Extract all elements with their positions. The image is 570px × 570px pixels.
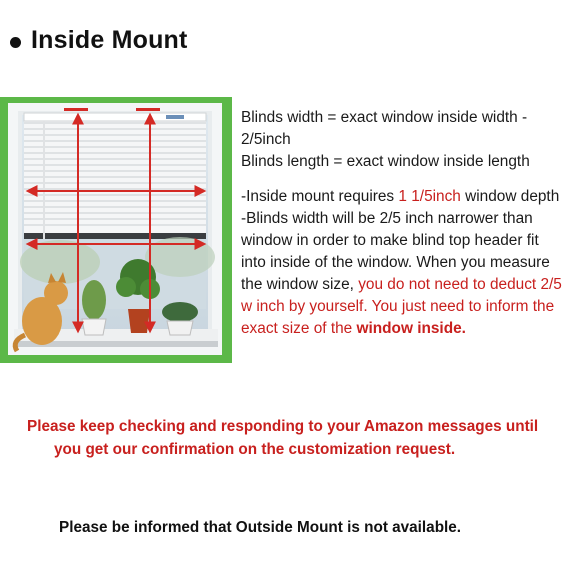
narrow-note [241, 208, 566, 340]
outside-mount-notice: Please be informed that Outside Mount is not available. [59, 519, 462, 536]
depth-value: 1 1/5inch [398, 188, 461, 205]
message-notice-line1: Please keep checking and responding to your Amazon messages until [27, 418, 539, 435]
window-illustration [0, 97, 232, 363]
message-notice-line2: you get our confirmation on the customization request. [54, 441, 456, 458]
depth-suffix: window depth [460, 188, 560, 205]
depth-note [241, 186, 566, 208]
spec-formula-block [241, 107, 566, 173]
narrow-red-text: you do not need to deduct 2/5 w inch by yourself. You just need to inform the exact size of the [241, 276, 562, 337]
narrow-bold-text: window inside. [356, 320, 466, 337]
window-blind-photo [0, 97, 232, 363]
section-heading [10, 26, 188, 55]
width-formula: Blinds width = exact window inside width - 2/5inch [241, 109, 528, 148]
cactus-plant [82, 280, 106, 335]
narrow-text: -Blinds width will be 2/5 inch narrower than window in order to make blind top header fit into inside of the window. When you measure the window size, [241, 210, 550, 293]
depth-prefix: -Inside mount requires [241, 188, 399, 205]
bullet-icon [10, 37, 21, 48]
spec-notes-block [241, 186, 566, 340]
heading-title: Inside Mount [31, 26, 188, 54]
length-formula: Blinds length = exact window inside length [241, 153, 530, 170]
blind-slats [24, 113, 206, 235]
